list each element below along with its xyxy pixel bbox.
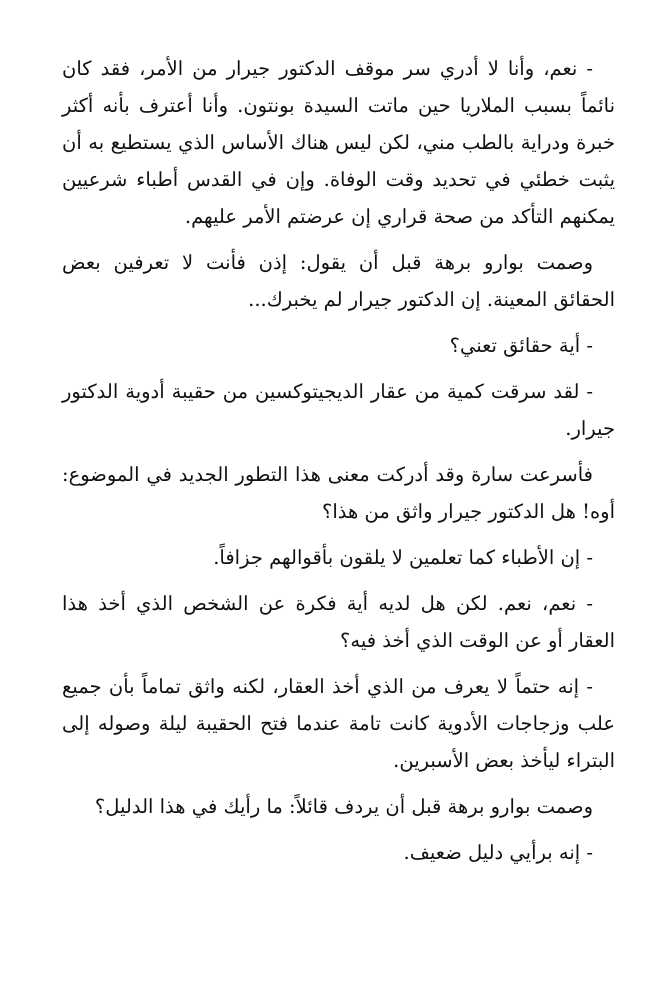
book-page: [62, 50, 615, 880]
paragraph-7: - نعم، نعم. لكن هل لديه أية فكرة عن الشخص الذي أخذ هذا العقار أو عن الوقت الذي أخذ فيه؟: [62, 592, 615, 652]
paragraph-3: - أية حقائق تعني؟: [449, 334, 593, 357]
paragraph-4: - لقد سرقت كمية من عقار الديجيتوكسين من حقيبة أدوية الدكتور جيرار.: [62, 380, 615, 440]
paragraph-2: وصمت بوارو برهة قبل أن يقول: إذن فأنت لا تعرفين بعض الحقائق المعينة. إن الدكتور جيرار لم يخبرك...: [62, 251, 615, 311]
paragraph-6: - إن الأطباء كما تعلمين لا يلقون بأقوالهم جزافاً.: [213, 546, 593, 569]
paragraph-5: فأسرعت سارة وقد أدركت معنى هذا التطور الجديد في الموضوع: أوه! هل الدكتور جيرار واثق من هذا؟: [62, 463, 615, 523]
paragraph-10: - إنه برأيي دليل ضعيف.: [403, 841, 593, 864]
paragraph-1: - نعم، وأنا لا أدري سر موقف الدكتور جيرار من الأمر، فقد كان نائماً بسبب الملاريا حين ماتت السيدة بونتون. وأنا أعترف بأنه أكثر خبرة ودراية بالطب مني، لكن ليس هناك الأساس الذي يستطيع به أن يثبت خطئي في تحديد وقت الوفاة. وإن في القدس أطباء شرعيين يمكنهم التأكد من صحة قراري إن عرضتم الأمر عليهم.: [62, 57, 615, 228]
paragraph-9: وصمت بوارو برهة قبل أن يردف قائلاً: ما رأيك في هذا الدليل؟: [94, 795, 593, 818]
paragraph-8: - إنه حتماً لا يعرف من الذي أخذ العقار، لكنه واثق تماماً بأن جميع علب وزجاجات الأدوية كانت تامة عندما فتح الحقيبة ليلة وصوله إلى البتراء ليأخذ بعض الأسبرين.: [62, 675, 615, 772]
